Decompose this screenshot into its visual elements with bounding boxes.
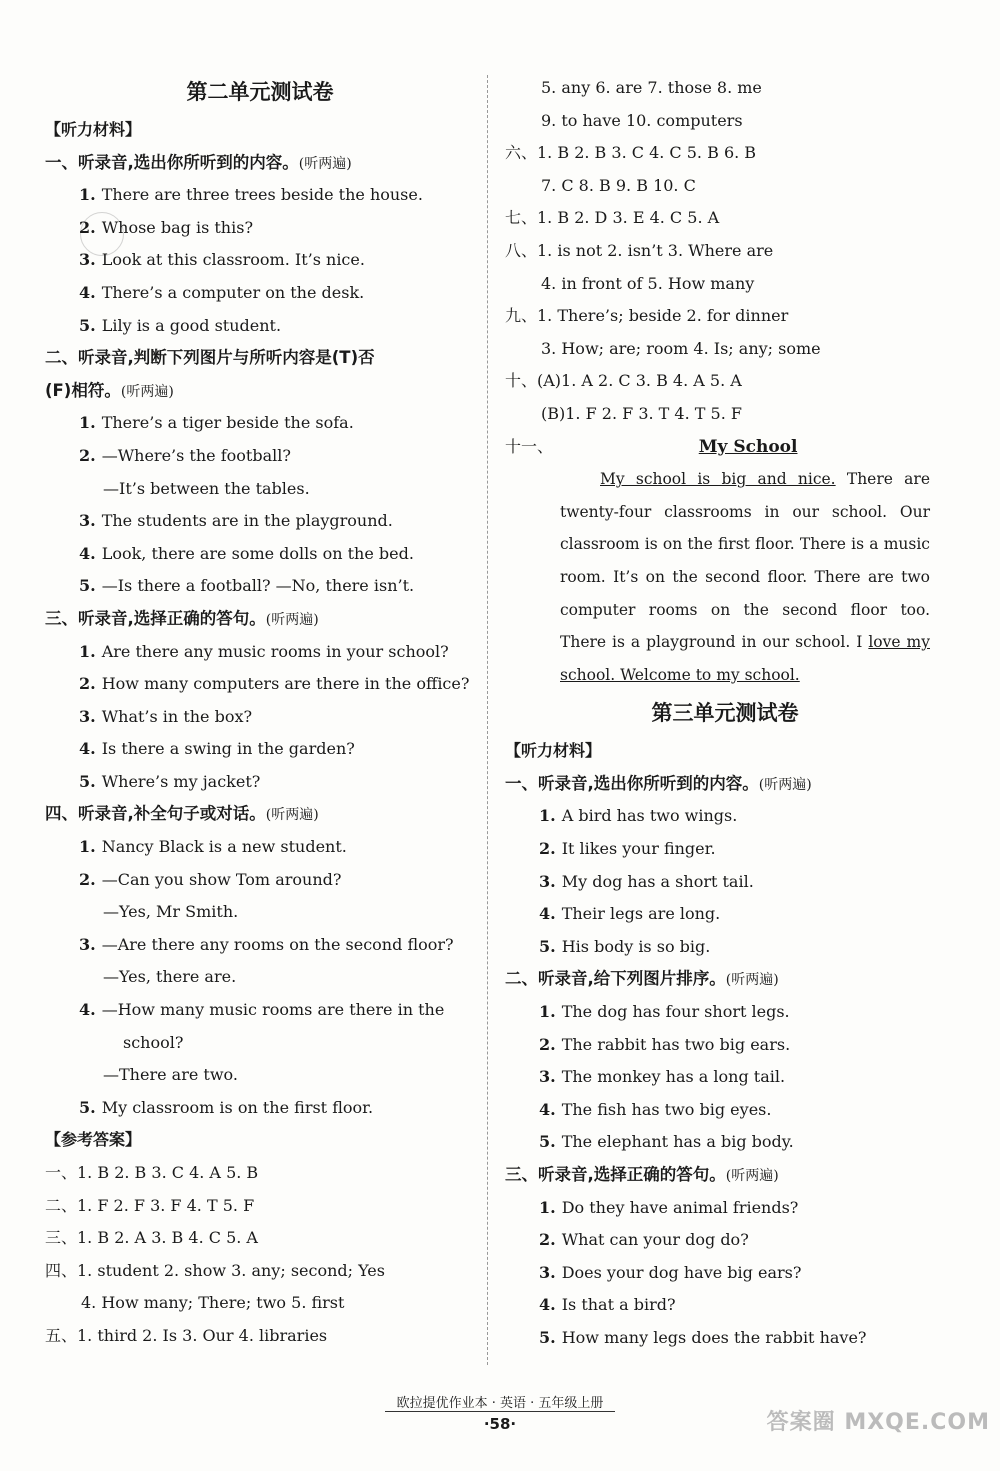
- left-column: [45, 70, 475, 1353]
- answer-row: 三、1. B 2. A 3. B 4. C 5. A: [45, 1228, 258, 1248]
- list-item: 1. Are there any music rooms in your school?: [79, 641, 449, 661]
- answer-row: (B)1. F 2. F 3. T 4. T 5. F: [541, 403, 742, 423]
- list-item: 2. It likes your finger.: [539, 839, 716, 859]
- essay-last-sentence: love my school. Welcome to my school.: [560, 633, 930, 684]
- list-item: 1. A bird has two wings.: [539, 806, 738, 826]
- list-item: 1. There’s a tiger beside the sofa.: [79, 413, 354, 433]
- list-item: 1. Nancy Black is a new student.: [79, 837, 347, 857]
- essay-body: [505, 463, 930, 691]
- answer-row: 六、1. B 2. B 3. C 4. C 5. B 6. B: [505, 143, 757, 163]
- answer-row: 5. any 6. are 7. those 8. me: [541, 78, 762, 97]
- answer-row: 4. in front of 5. How many: [541, 273, 755, 293]
- essay-heading-row: [505, 431, 945, 464]
- section-3-title: 三、听录音,选择正确的答句。(听两遍): [45, 608, 319, 628]
- essay-text: There are twenty-four classrooms in our school. Our classroom is on the first floor. There is a music room. It’s on the second floor. There are two computer rooms on the second floor too. There is a playground in our school. I: [560, 470, 930, 652]
- answer-row: 九、1. There’s; beside 2. for dinner: [505, 306, 789, 326]
- answer-row: 二、1. F 2. F 3. F 4. T 5. F: [45, 1195, 255, 1215]
- list-item: 5. My classroom is on the first floor.: [79, 1097, 374, 1117]
- list-item: 3. —Are there any rooms on the second floor?: [79, 934, 454, 954]
- answer-row: 4. How many; There; two 5. first: [81, 1293, 345, 1313]
- answer-row: 七、1. B 2. D 3. E 4. C 5. A: [505, 208, 720, 228]
- page-number: ·58·: [483, 1415, 517, 1433]
- list-item: 1. The dog has four short legs.: [539, 1002, 790, 1022]
- answer-row: 八、1. is not 2. isn’t 3. Where are: [505, 240, 774, 260]
- section-11-label: 十一、: [505, 436, 554, 456]
- list-item: 2. The rabbit has two big ears.: [539, 1034, 791, 1054]
- list-item: 4. Is there a swing in the garden?: [79, 739, 355, 759]
- section-2-title-cont: (F)相符。(听两遍): [45, 380, 174, 400]
- list-item: 5. —Is there a football? —No, there isn’t.: [79, 576, 415, 596]
- section-1-title: 一、听录音,选出你所听到的内容。(听两遍): [45, 152, 352, 172]
- list-item: 2. How many computers are there in the office?: [79, 674, 470, 694]
- list-item: 3. The students are in the playground.: [79, 511, 393, 531]
- answer-row: 十、(A)1. A 2. C 3. B 4. A 5. A: [505, 371, 742, 391]
- answers-header: 【参考答案】: [45, 1130, 142, 1150]
- list-item: 2. Whose bag is this?: [79, 217, 254, 237]
- list-item: 4. Their legs are long.: [539, 904, 721, 924]
- list-item: 4. Is that a bird?: [539, 1295, 676, 1315]
- footer-book-title: 欧拉提优作业本 · 英语 · 五年级上册: [396, 1396, 604, 1411]
- list-item-cont: —There are two.: [103, 1065, 238, 1085]
- column-divider: [487, 75, 488, 1365]
- answer-row: 一、1. B 2. B 3. C 4. A 5. B: [45, 1163, 259, 1182]
- unit3-title: 第三单元测试卷: [651, 701, 799, 726]
- answer-row: 五、1. third 2. Is 3. Our 4. libraries: [45, 1325, 328, 1345]
- list-item: 4. Look, there are some dolls on the bed.: [79, 543, 414, 563]
- answer-row: 7. C 8. B 9. B 10. C: [541, 175, 696, 195]
- list-item: 1. There are three trees beside the house.: [79, 185, 423, 205]
- watermark: 答案圈 MXQE.COM: [766, 1410, 990, 1435]
- list-item: 1. Do they have animal friends?: [539, 1197, 799, 1217]
- list-item-cont: —Yes, there are.: [103, 967, 237, 987]
- section-4-title: 四、听录音,补全句子或对话。(听两遍): [45, 804, 319, 824]
- unit2-title: 第二单元测试卷: [186, 80, 334, 104]
- list-item: 5. Where’s my jacket?: [79, 771, 261, 791]
- list-item: 3. Look at this classroom. It’s nice.: [79, 250, 365, 270]
- list-item: 5. How many legs does the rabbit have?: [539, 1327, 867, 1347]
- list-item: 4. The fish has two big eyes.: [539, 1099, 772, 1119]
- listening-header: 【听力材料】: [45, 120, 142, 139]
- section-2-title: 二、听录音,判断下列图片与所听内容是(T)否: [45, 348, 375, 368]
- list-item: 5. The elephant has a big body.: [539, 1132, 794, 1152]
- list-item: 5. His body is so big.: [539, 936, 711, 956]
- list-item-cont: school?: [123, 1032, 184, 1052]
- list-item: 2. —Where’s the football?: [79, 445, 291, 465]
- listening-header-3: 【听力材料】: [505, 741, 602, 761]
- list-item: 4. There’s a computer on the desk.: [79, 282, 365, 302]
- list-item: 2. —Can you show Tom around?: [79, 869, 342, 889]
- answer-row: 9. to have 10. computers: [541, 110, 743, 130]
- answer-row: 3. How; are; room 4. Is; any; some: [541, 338, 821, 358]
- list-item: 5. Lily is a good student.: [79, 315, 282, 335]
- essay-title: My School: [698, 436, 798, 457]
- list-item: 2. What can your dog do?: [539, 1230, 749, 1250]
- list-item: 3. My dog has a short tail.: [539, 871, 754, 891]
- essay-first-sentence: My school is big and nice.: [600, 470, 836, 489]
- list-item: 4. —How many music rooms are there in the: [79, 1000, 445, 1020]
- unit3-section-1-title: 一、听录音,选出你所听到的内容。(听两遍): [505, 773, 812, 793]
- list-item: 3. Does your dog have big ears?: [539, 1262, 802, 1282]
- list-item-cont: —It’s between the tables.: [103, 478, 310, 498]
- answer-row: 四、1. student 2. show 3. any; second; Yes: [45, 1260, 385, 1280]
- footer-rule: [385, 1411, 615, 1412]
- list-item: 3. What’s in the box?: [79, 706, 253, 726]
- list-item-cont: —Yes, Mr Smith.: [103, 902, 239, 922]
- list-item: 3. The monkey has a long tail.: [539, 1067, 786, 1087]
- unit3-section-2-title: 二、听录音,给下列图片排序。(听两遍): [505, 969, 779, 989]
- unit3-section-3-title: 三、听录音,选择正确的答句。(听两遍): [505, 1165, 779, 1184]
- right-column: [505, 72, 945, 1355]
